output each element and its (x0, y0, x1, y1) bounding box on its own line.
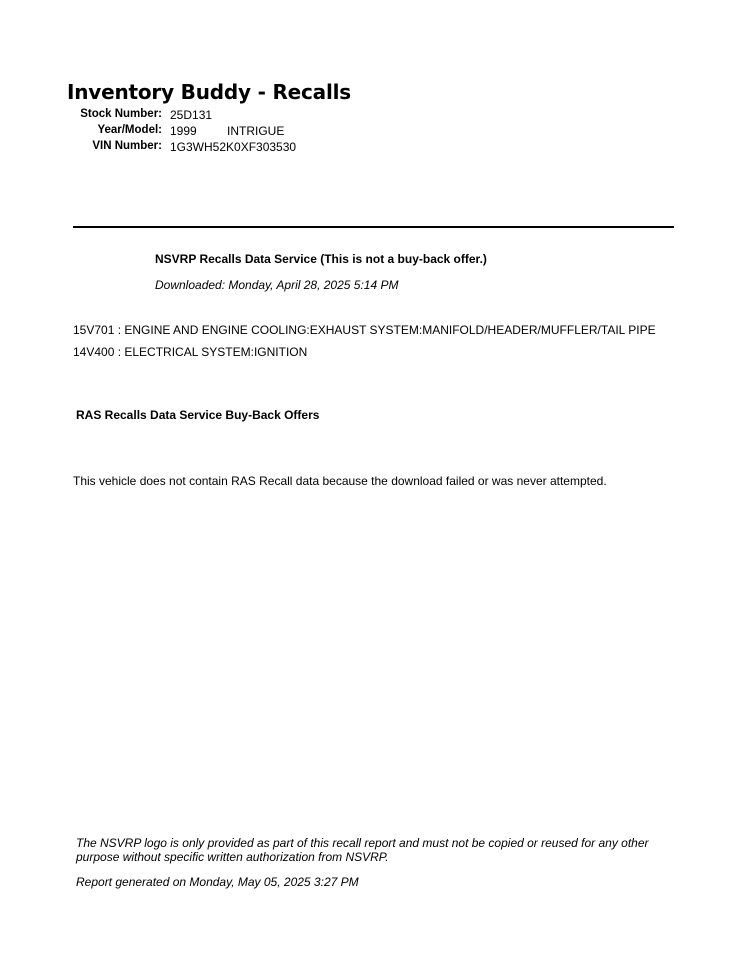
nsvrp-downloaded-date: Downloaded: Monday, April 28, 2025 5:14 PM (155, 278, 399, 292)
recall-item: 14V400 : ELECTRICAL SYSTEM:IGNITION (73, 345, 308, 359)
ras-status-message: This vehicle does not contain RAS Recall data because the download failed or was never attempted. (73, 474, 607, 488)
report-title: Inventory Buddy - Recalls (67, 80, 351, 104)
model-value: INTRIGUE (227, 124, 285, 138)
footer-disclaimer: The NSVRP logo is only provided as part of this recall report and must not be copied or reused for any other purpose without specific written authorization from NSVRP. (76, 836, 649, 864)
year-value: 1999 (170, 124, 197, 138)
stock-number-value: 25D131 (170, 108, 213, 122)
recall-item: 15V701 : ENGINE AND ENGINE COOLING:EXHAUST SYSTEM:MANIFOLD/HEADER/MUFFLER/TAIL PIPE (73, 323, 656, 337)
nsvrp-heading: NSVRP Recalls Data Service (This is not a buy-back offer.) (155, 252, 487, 266)
vin-number-label: VIN Number: (92, 140, 162, 152)
stock-number-label: Stock Number: (80, 108, 162, 120)
ras-heading: RAS Recalls Data Service Buy-Back Offers (76, 408, 320, 422)
section-divider (73, 226, 674, 228)
report-generated-date: Report generated on Monday, May 05, 2025 3:27 PM (76, 875, 359, 889)
year-model-label: Year/Model: (97, 124, 162, 136)
recall-list (73, 322, 656, 366)
vin-number-value: 1G3WH52K0XF303530 (170, 140, 297, 154)
